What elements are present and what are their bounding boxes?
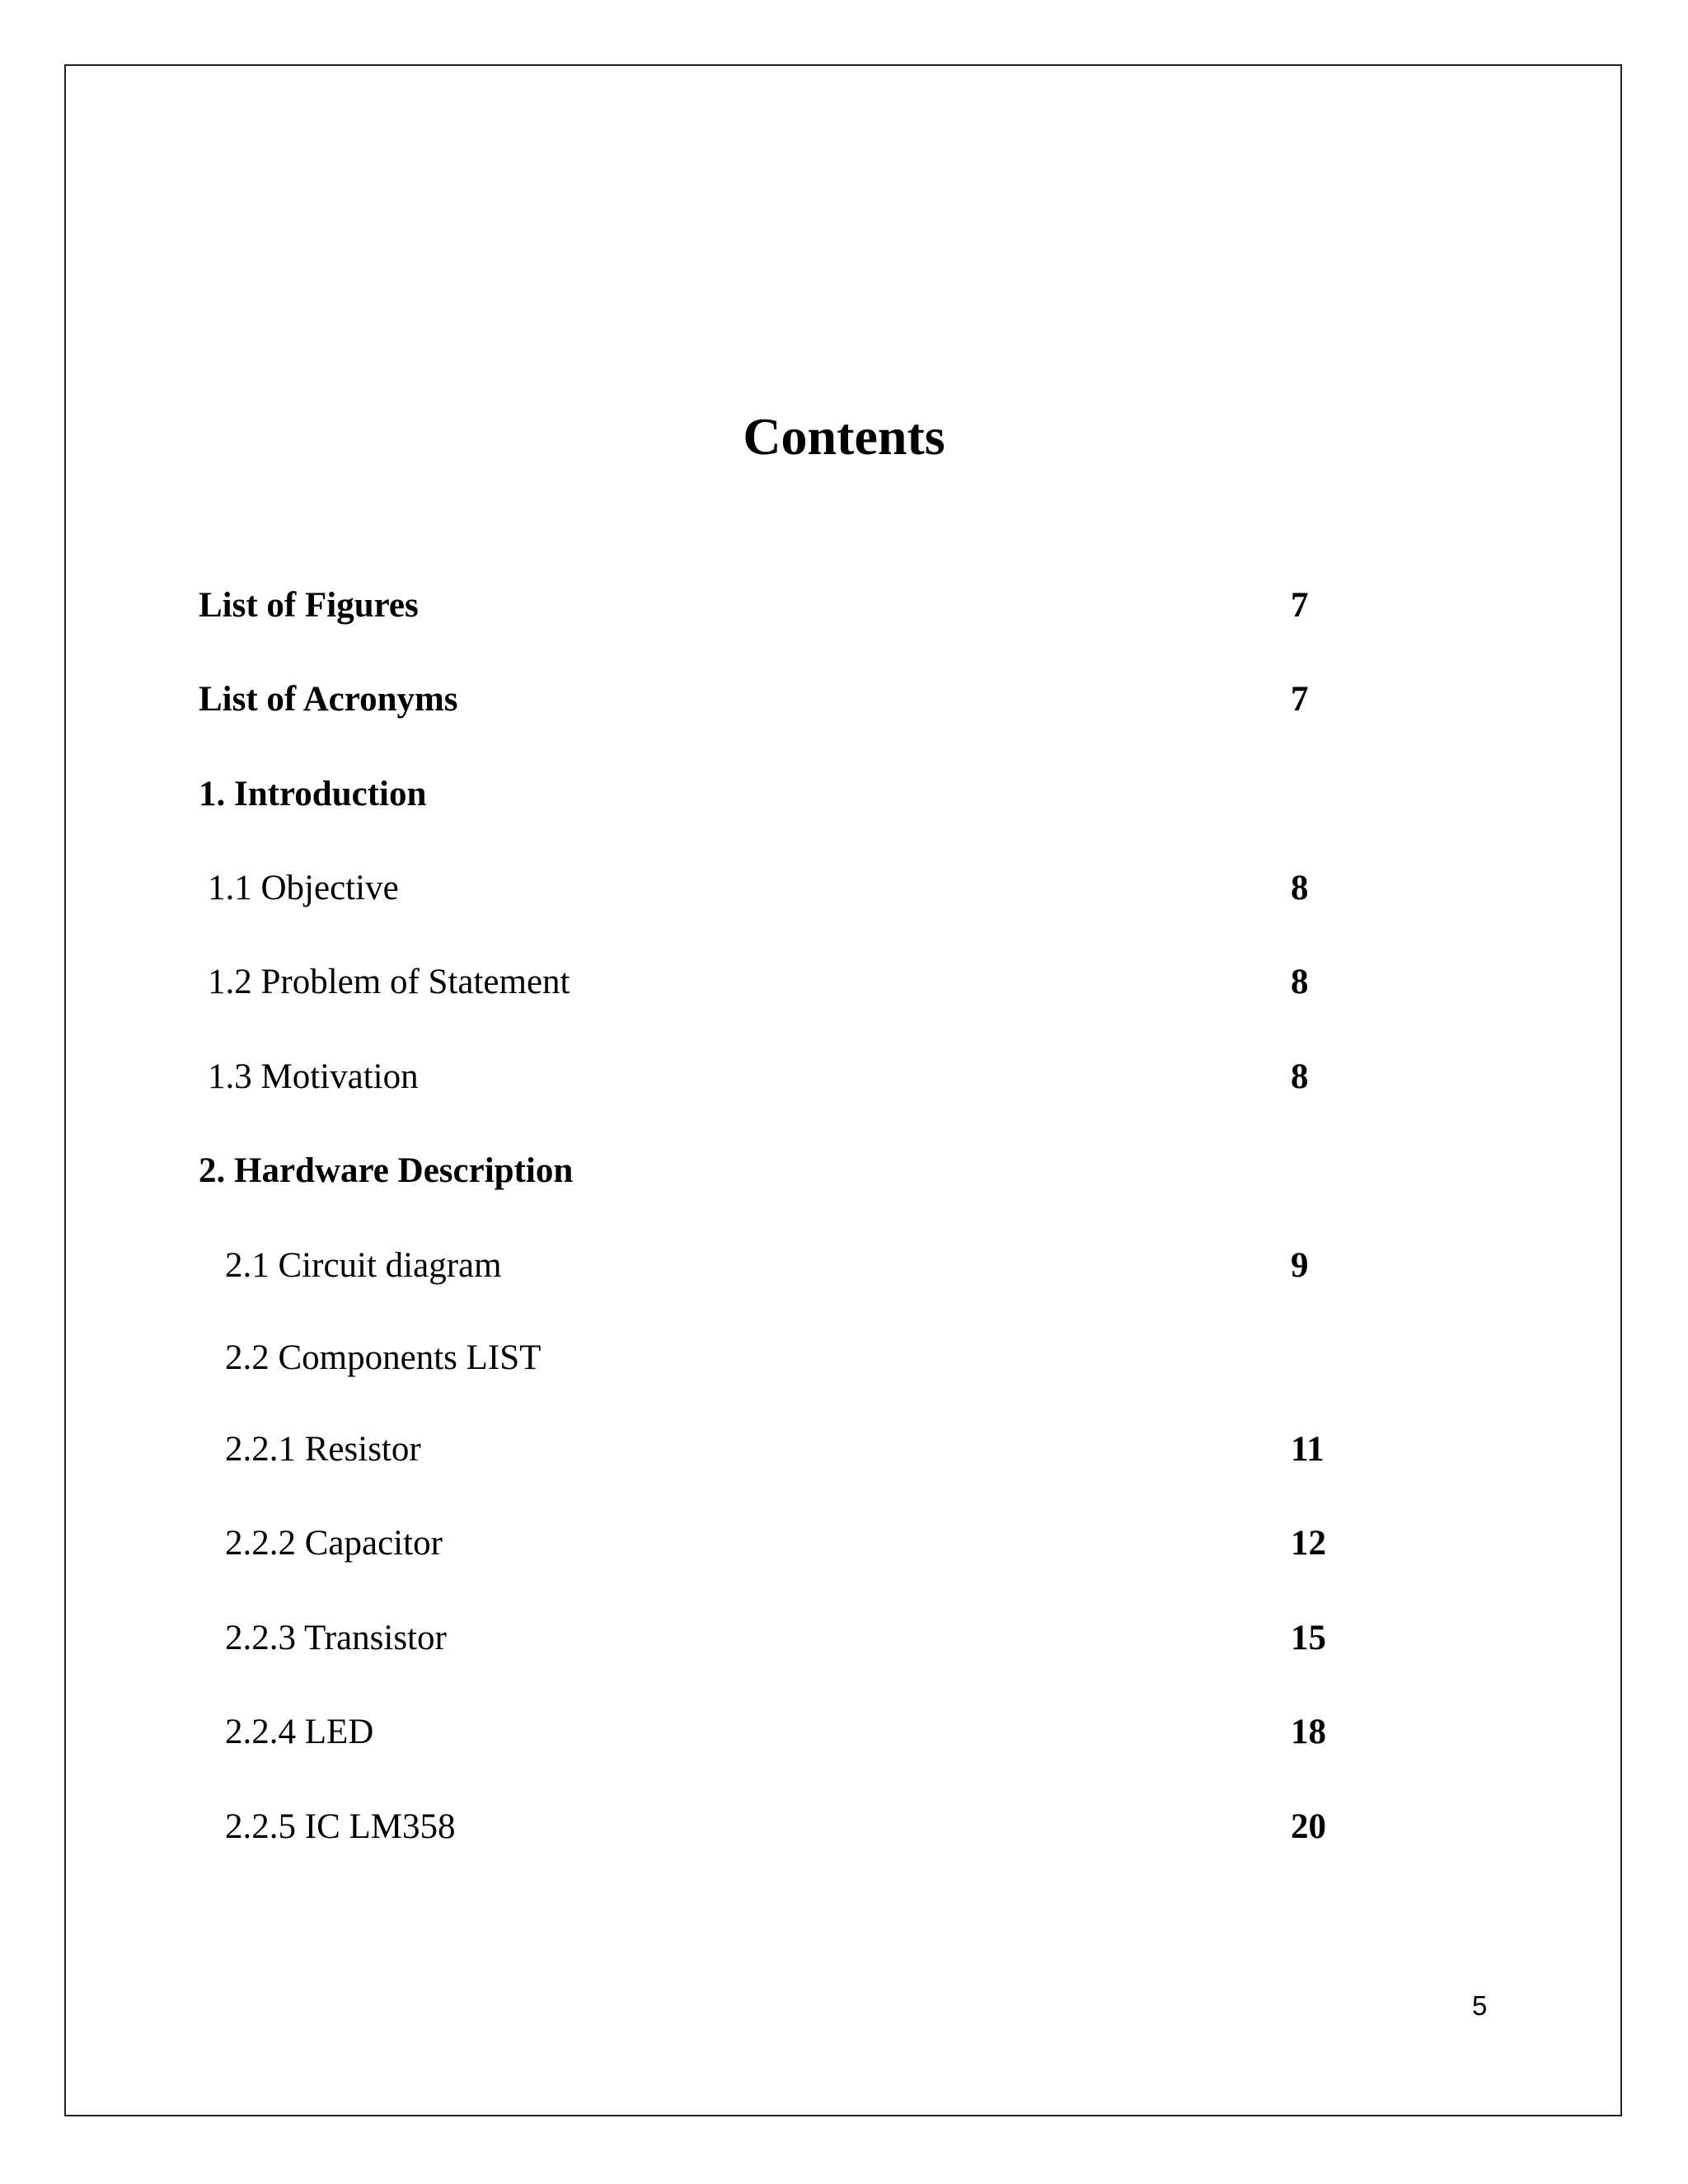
toc-entry-page: 15: [1291, 1619, 1326, 1657]
toc-entry-page: 7: [1291, 586, 1309, 625]
toc-entry-list-of-figures[interactable]: [0, 581, 1688, 630]
toc-entry-capacitor[interactable]: [0, 1519, 1688, 1568]
toc-entry-label: 2.2 Components LIST: [225, 1338, 542, 1377]
toc-entry-label: 2.2.3 Transistor: [225, 1619, 447, 1657]
toc-entry-label: 1.1 Objective: [208, 869, 399, 907]
toc-entry-list-of-acronyms[interactable]: [0, 675, 1688, 724]
toc-entry-problem-of-statement[interactable]: [0, 958, 1688, 1007]
toc-entry-label: 2. Hardware Description: [199, 1151, 574, 1190]
toc-entry-label: 2.2.2 Capacitor: [225, 1524, 443, 1563]
toc-entry-label: List of Figures: [199, 586, 419, 625]
page-number: 5: [1472, 1990, 1488, 2021]
toc-entry-resistor[interactable]: [0, 1425, 1688, 1474]
toc-entry-components-list[interactable]: [0, 1333, 1688, 1383]
toc-entry-objective[interactable]: [0, 864, 1688, 913]
toc-entry-label: List of Acronyms: [199, 680, 458, 719]
page-title: Contents: [743, 407, 945, 466]
toc-entry-page: 9: [1291, 1246, 1309, 1285]
toc-entry-page: 8: [1291, 869, 1309, 907]
toc-entry-ic-lm358[interactable]: [0, 1802, 1688, 1852]
toc-entry-label: 1.2 Problem of Statement: [208, 963, 570, 1001]
toc-entry-page: 8: [1291, 963, 1309, 1001]
toc-entry-page: 12: [1291, 1524, 1326, 1563]
toc-entry-led[interactable]: [0, 1708, 1688, 1757]
toc-entry-hardware-description[interactable]: [0, 1146, 1688, 1196]
toc-entry-page: 20: [1291, 1807, 1326, 1846]
toc-entry-transistor[interactable]: [0, 1614, 1688, 1663]
toc-entry-label: 1. Introduction: [199, 775, 427, 813]
toc-entry-circuit-diagram[interactable]: [0, 1241, 1688, 1291]
toc-entry-page: 8: [1291, 1057, 1309, 1096]
toc-entry-label: 2.2.4 LED: [225, 1713, 374, 1751]
toc-entry-label: 2.1 Circuit diagram: [225, 1246, 502, 1285]
toc-entry-label: 2.2.1 Resistor: [225, 1430, 421, 1469]
toc-entry-page: 7: [1291, 680, 1309, 719]
toc-entry-label: 2.2.5 IC LM358: [225, 1807, 456, 1846]
toc-entry-page: 11: [1291, 1430, 1325, 1469]
toc-entry-motivation[interactable]: [0, 1052, 1688, 1102]
toc-entry-page: 18: [1291, 1713, 1326, 1751]
toc-entry-label: 1.3 Motivation: [208, 1057, 419, 1096]
toc-entry-introduction[interactable]: [0, 770, 1688, 819]
